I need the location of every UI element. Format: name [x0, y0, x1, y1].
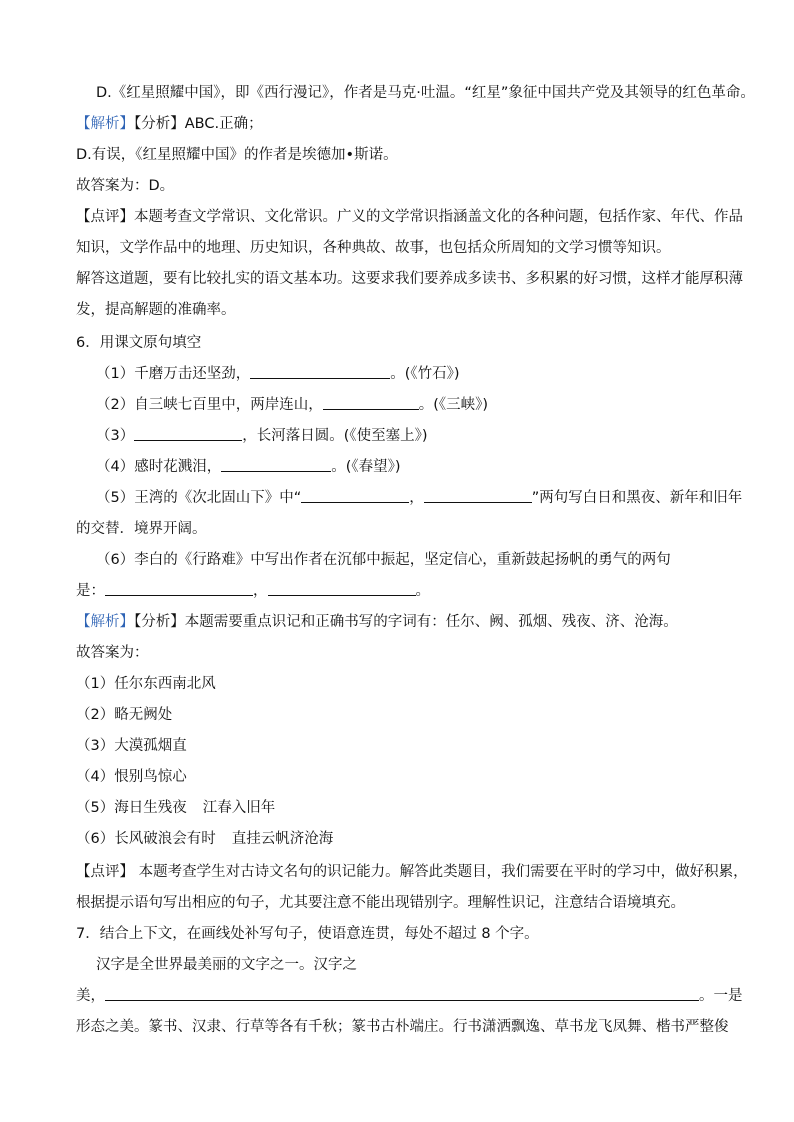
q6-answer-1: （1）任尔东西南北风	[76, 676, 216, 692]
q5-comment-line-4: 发，提高解题的准确率。	[76, 302, 236, 318]
item-text: （4）感时花溅泪，	[96, 459, 222, 475]
q5-comment-line-3: 解答这道题，要有比较扎实的语文基本功。这要求我们要养成多读书、多积累的好习惯，这样才能厚积薄	[76, 271, 743, 287]
fill-blank	[301, 488, 409, 503]
analysis-text: 【分析】ABC.正确；	[134, 116, 263, 132]
item-text: （3）	[96, 428, 135, 444]
fill-blank	[221, 457, 331, 472]
q6-answer-3: （3）大漠孤烟直	[76, 738, 187, 754]
q5-d-wrong: D.有误，《红星照耀中国》的作者是埃德加•斯诺。	[76, 147, 398, 163]
q7-text: 美，	[76, 988, 105, 1004]
q5-comment-line-1	[76, 207, 746, 227]
fill-blank	[268, 581, 416, 596]
comment-tag: 【点评】	[76, 209, 134, 225]
q6-analysis	[76, 612, 746, 632]
q6-comment-line-2: 根据提示语句写出相应的句子，尤其要注意不能出现错别字。理解性识记，注意结合语境填充。	[76, 895, 685, 911]
q5-answer: 故答案为：D。	[76, 178, 175, 194]
fill-blank	[323, 395, 419, 410]
fill-blank	[250, 364, 390, 379]
q5-analysis	[76, 114, 746, 134]
item-text: （2）自三峡七百里中，两岸连山，	[96, 397, 323, 413]
fill-blank	[134, 426, 242, 441]
item-source: 。(《竹石》)	[390, 366, 460, 382]
q6-item-6: （6）李白的《行路难》中写出作者在沉郁中振起，坚定信心，重新鼓起扬帆的勇气的两句	[96, 552, 671, 568]
q6-item-3	[96, 426, 746, 446]
item-text: （5）王湾的《次北固山下》中“	[96, 490, 302, 506]
item-text: ，	[253, 583, 268, 599]
fill-blank	[424, 488, 532, 503]
item-text: 。	[415, 583, 430, 599]
analysis-tag: 【解析】	[76, 614, 134, 630]
answer-part: （5）海日生残夜	[76, 800, 187, 816]
q6-title: 6．用课文原句填空	[76, 335, 202, 351]
fill-blank	[105, 581, 253, 596]
item-source: ，长河落日圆。(《使至塞上》)	[242, 428, 428, 444]
q5-option-d: D.《红星照耀中国》，即《西行漫记》，作者是马克·吐温。“红星”象征中国共产党及其领导的红色革命。	[96, 85, 755, 101]
answer-part: 江春入旧年	[202, 800, 276, 816]
q6-item-4	[96, 457, 746, 477]
fill-blank	[105, 986, 699, 1001]
analysis-text: 【分析】本题需要重点识记和正确书写的字词有：任尔、阙、孤烟、残夜、济、沧海。	[134, 614, 678, 630]
item-source: 。(《三峡》)	[418, 397, 489, 413]
analysis-tag: 【解析】	[76, 116, 134, 132]
item-text: （1）千磨万击还坚劲，	[96, 366, 251, 382]
q5-comment-line-2: 知识，文学作品中的地理、历史知识，各种典故、故事，也包括众所周知的文学习惯等知识。	[76, 240, 671, 256]
answer-part: 直挂云帆济沧海	[231, 831, 334, 847]
q6-comment-line-1	[76, 862, 746, 882]
item-source: 。(《春望》)	[331, 459, 401, 475]
q6-item-5-line-2: 的交替．境界开阔。	[76, 521, 207, 537]
comment-tag: 【点评】	[76, 864, 134, 880]
q6-answer-4: （4）恨别鸟惊心	[76, 769, 187, 785]
q6-answer-label: 故答案为：	[76, 645, 149, 661]
q6-answer-2: （2）略无阙处	[76, 707, 173, 723]
q6-item-6-line-2	[76, 581, 746, 601]
comment-text: 本题考查学生对古诗文名句的识记能力。解答此类题目，我们需要在平时的学习中，做好积累，	[134, 864, 748, 880]
item-text: ，	[409, 490, 424, 506]
q7-paragraph-1: 汉字是全世界最美丽的文字之一。汉字之	[96, 957, 357, 973]
q7-line-2	[76, 986, 746, 1006]
q7-line-3: 形态之美。篆书、汉隶、行草等各有千秋；篆书古朴端庄。行书潇洒飘逸、草书龙飞凤舞、楷书严整俊	[76, 1019, 729, 1035]
comment-text: 本题考查文学常识、文化常识。广义的文学常识指涵盖文化的各种问题，包括作家、年代、作品	[134, 209, 743, 225]
q6-item-5	[96, 488, 746, 508]
q7-text: 。一是	[699, 988, 743, 1004]
answer-part: （6）长风破浪会有时	[76, 831, 216, 847]
q6-answer-5	[76, 798, 746, 818]
item-text: ”两句写白日和黑夜、新年和旧年	[531, 490, 743, 506]
q7-title: 7．结合上下文，在画线处补写句子，使语意连贯，每处不超过 8 个字。	[76, 926, 539, 942]
q6-item-2	[96, 395, 746, 415]
item-text: 是：	[76, 583, 105, 599]
q6-item-1	[96, 364, 746, 384]
q6-answer-6	[76, 829, 746, 849]
